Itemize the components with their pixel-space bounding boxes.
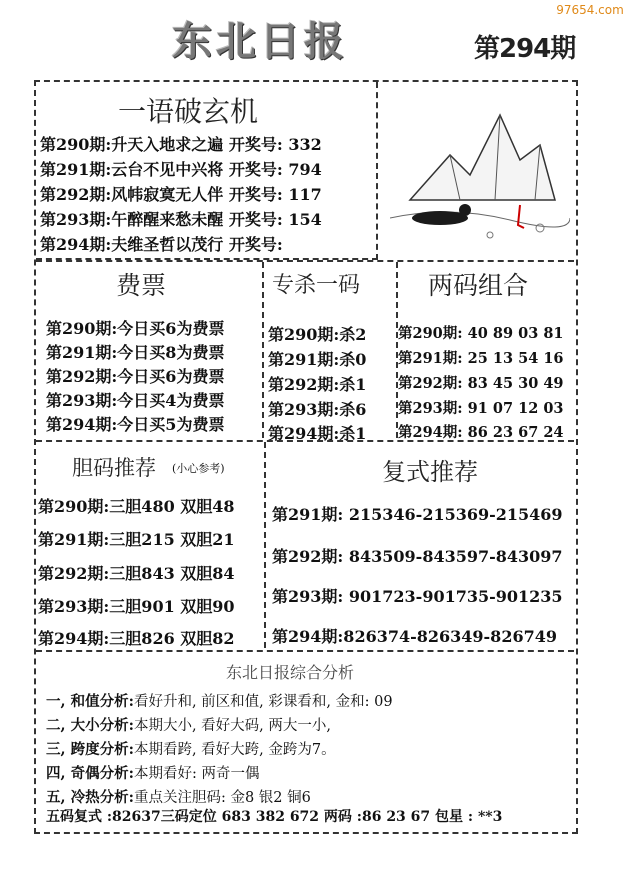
guts-row: 第290期:三胆480 双胆48 [38,497,235,516]
pair-title: 两码组合 [428,271,529,300]
riddle-row: 第290期:升天入地求之遍 开奖号: 332 [40,135,322,154]
combo-row: 第291期: 215346-215369-215469 [272,505,563,524]
riddle-row: 第293期:午醉醒来愁未醒 开奖号: 154 [40,210,322,229]
guts-row: 第291期:三胆215 双胆21 [38,530,235,549]
newspaper-title: 东北日报 [172,18,348,65]
riddle-row: 第294期:夫维圣哲以茂行 开奖号: [40,235,283,254]
lower-row-divider [36,440,574,442]
analysis-footer: 五码复式 :82637三码定位 683 382 672 两码 :86 23 67 包星 : **3 [46,809,503,825]
pair-row: 第294期: 86 23 67 24 [398,424,564,441]
analysis-row: 一, 和值分析:看好升和, 前区和值, 彩课看和, 金和: 09 [46,693,393,710]
kill-title: 专杀一码 [272,273,361,298]
mid-row-divider [36,260,574,262]
pair-row: 第293期: 91 07 12 03 [398,400,564,417]
fees-row: 第294期:今日买5为费票 [46,415,225,434]
combo-row: 第294期:826374-826349-826749 [272,627,557,646]
analysis-title: 东北日报综合分析 [226,663,355,682]
analysis-row: 四, 奇偶分析:本期看好: 两奇一偶 [46,765,260,782]
riddle-row: 第291期:云台不见中兴将 开奖号: 794 [40,160,322,179]
kill-row: 第290期:杀2 [268,325,367,344]
fees-title: 费票 [116,271,167,300]
fees-row: 第291期:今日买8为费票 [46,343,225,362]
issue-number: 第294期 [474,34,576,64]
analysis-row: 五, 冷热分析:重点关注胆码: 金8 银2 铜6 [46,789,311,806]
fees-row: 第292期:今日买6为费票 [46,367,225,386]
combo-row: 第293期: 901723-901735-901235 [272,587,563,606]
combo-title: 复式推荐 [382,458,478,486]
fees-row: 第290期:今日买6为费票 [46,319,225,338]
kill-row: 第293期:杀6 [268,400,367,419]
analysis-row: 二, 大小分析:本期大小, 看好大码, 两大一小, [46,717,331,734]
col-divider-3 [264,442,266,648]
riddle-row: 第292期:风帏寂寞无人伴 开奖号: 117 [40,185,322,204]
watermark: 97654.com [550,0,630,20]
pair-row: 第291期: 25 13 54 16 [398,350,564,367]
kill-row: 第292期:杀1 [268,375,367,394]
guts-row: 第294期:三胆826 双胆82 [38,629,235,648]
analysis-row: 三, 跨度分析:本期看跨, 看好大跨, 金跨为7。 [46,741,336,758]
pair-row: 第292期: 83 45 30 49 [398,375,564,392]
guts-row: 第293期:三胆901 双胆90 [38,597,235,616]
col-divider-1 [262,262,264,438]
guts-note: (小心参考) [172,462,225,475]
guts-title: 胆码推荐 [72,456,156,480]
pair-row: 第290期: 40 89 03 81 [398,325,564,342]
kill-row: 第291期:杀0 [268,350,367,369]
fees-row: 第293期:今日买4为费票 [46,391,225,410]
combo-row: 第292期: 843509-843597-843097 [272,547,563,566]
guts-row: 第292期:三胆843 双胆84 [38,564,235,583]
kill-row: 第294期:杀1 [268,424,367,443]
analysis-divider [36,650,574,652]
iceberg-penguin-illustration [390,100,570,250]
riddle-title: 一语破玄机 [118,95,259,128]
